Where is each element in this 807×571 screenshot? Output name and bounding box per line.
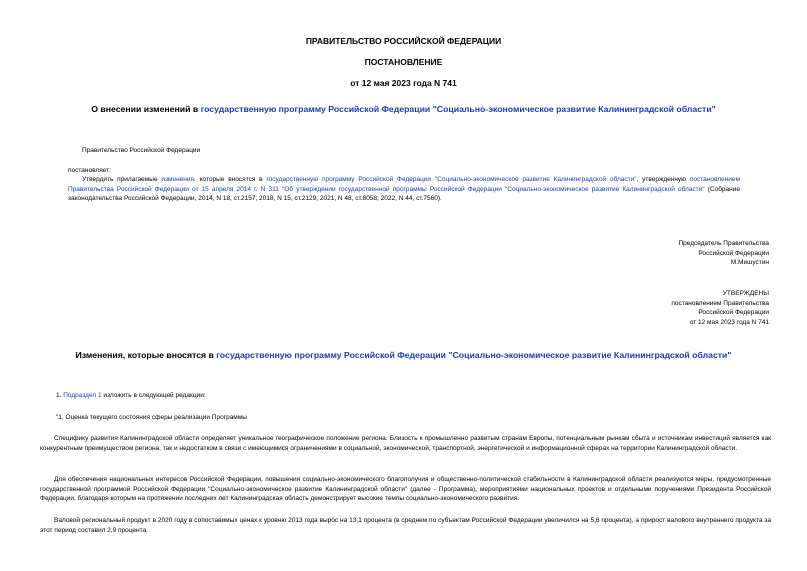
p1-resolution-link[interactable]: постановлением Правительства Российской Федерации от 15 апреля 2014 г. N 311 "Об утверждении государственной программы Российской Федерации "Социально-экономическое развитие Калининградской области" (68, 176, 740, 193)
preamble-paragraph (68, 175, 740, 204)
paragraph-2: Для обеспечения национальных интересов Российской Федерации, повышения социально-экономического благополучия и общественно-политической стабильности в Калининградской области реализуются меры, предусмотренные государственной программой Российской Федерации "Социально-экономическое развитие Калининградской области" (далее - Программа), мероприятиями национальных проектов и отдельными поручениями Президента Российской Федерации, благодаря которым на протяжении последних лет Калининградская область демонстрирует высокие темпы социально-экономического развития. (40, 476, 771, 502)
changes-title-prefix: Изменения, которые вносятся в (75, 350, 217, 360)
p1-text-b: , которые вносятся в (194, 176, 267, 183)
p1-changes-link[interactable]: изменения (161, 176, 195, 183)
p1-text-a: Утвердить прилагаемые (82, 176, 162, 183)
government-heading: ПРАВИТЕЛЬСТВО РОССИЙСКОЙ ФЕДЕРАЦИИ (305, 36, 502, 46)
signature-line-3: М.Мишустин (730, 259, 769, 266)
approval-block (560, 289, 769, 327)
p1-program-link[interactable]: государственную программу Российской Федерации "Социально-экономическое развитие Калининградской области" (266, 176, 637, 183)
subsection-1-link[interactable]: Подраздел 1 (63, 392, 102, 399)
title-prefix: О внесении изменений в (91, 104, 201, 114)
document-date-number: от 12 мая 2023 года N 741 (350, 78, 457, 88)
paragraph-3: Валовой региональный продукт в 2020 году в сопоставимых ценах к уровню 2013 года вырос на 13,1 процента (в среднем по субъектам Российской Федерации увеличился на 5,6 процента), а прирост валового внутреннего продукта за этот период составил 2,9 процента. (40, 517, 771, 534)
approval-line-1: УТВЕРЖДЕНЫ (722, 290, 769, 297)
item-1-number: 1. (56, 392, 64, 399)
title-program-link[interactable]: государственную программу Российской Федерации "Социально-экономическое развитие Калининградской области" (200, 104, 716, 114)
document-type: ПОСТАНОВЛЕНИЕ (364, 57, 443, 67)
p1-text-c: , утвержденную (636, 176, 690, 183)
preamble-subject: Правительство Российской Федерации (82, 147, 201, 154)
item-1-text: изложить в следующей редакции: (101, 392, 206, 399)
approval-line-2: постановлением Правительства (671, 299, 769, 307)
changes-title (0, 350, 807, 360)
signature-block (560, 239, 769, 268)
changes-title-program-link[interactable]: государственную программу Российской Федерации "Социально-экономическое развитие Калининградской области" (216, 350, 732, 360)
signature-line-2: Российской Федерации (698, 249, 769, 257)
p1-text-d: (Собрание законодательства Российской Федерации, 2014, N 18, ст.2157; 2018, N 15, ст.2129; 2021, N 48, ст.8058; 2022, N 44, ст.7560). (68, 185, 740, 202)
signature-line-1: Председатель Правительства (678, 240, 769, 247)
approval-line-4: от 12 мая 2023 года N 741 (689, 318, 769, 326)
approval-line-3: Российской Федерации (698, 309, 769, 316)
preamble-resolves: постановляет: (68, 167, 111, 174)
document-title (0, 104, 807, 114)
paragraph-1: Специфику развития Калининградской области определяет уникальное географическое положение региона. Близость к промышленно развитым странам Европы, потенциальным рынкам сбыта и источникам инвестиций является как конкурентным преимуществом региона, так и недостатком в связи с имеющимися ограничениями в социальной, экономической, транспортной, энергетической и информационной сферах на территории Калининградской области. (40, 435, 771, 452)
section-1-title: "1. Оценка текущего состояния сферы реализации Программы (56, 414, 247, 421)
item-1 (56, 391, 206, 401)
